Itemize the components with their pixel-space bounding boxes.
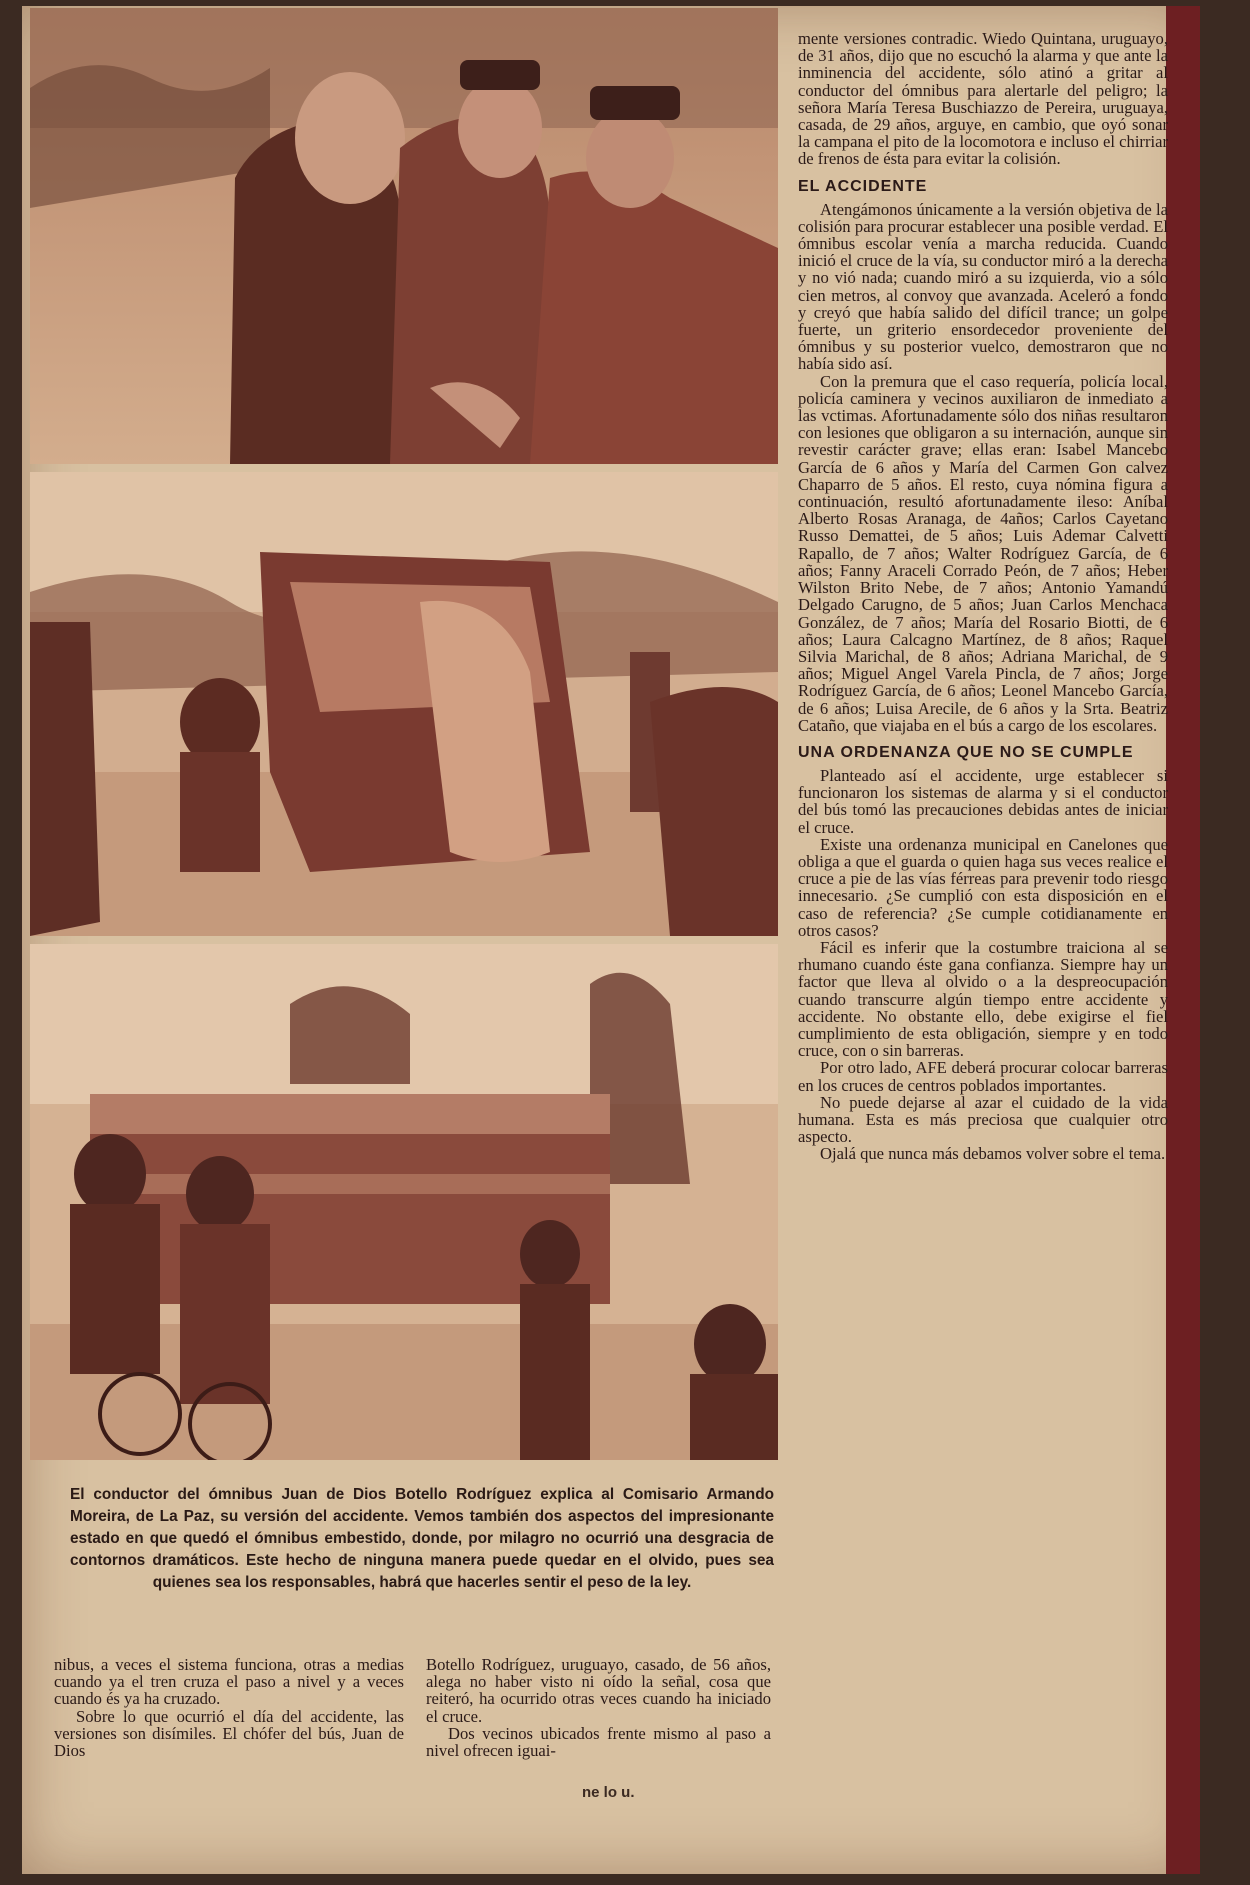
magazine-page (22, 6, 1200, 1874)
photo-wrecked-bus-front (30, 472, 778, 936)
paragraph: Fácil es inferir que la costumbre traiciona al se rhumano cuando éste gana confianza. Siempre hay un factor que lleva al olvido o a la despreocupación cuando transcurre algún tiempo entre accidente y accidente. No obstante ello, debe exigirse el fiel cumplimiento de esta obligación, siempre y en todo cruce, con o sin barreras. (798, 937, 1168, 1061)
paragraph: No puede dejarse al azar el cuidado de la vida humana. Esta es más preciosa que cualquier otro aspecto. (798, 1092, 1168, 1147)
paragraph: Planteado así el accidente, urge establecer si funcionaron los sistemas de alarma y si el conductor del bús tomó las precauciones debidas antes de iniciar el cruce. (798, 765, 1168, 837)
bottom-left-column (54, 1656, 404, 1759)
paragraph: Sobre lo que ocurrió el día del accidente, las versiones son disímiles. El chófer del bús, Juan de Dios (54, 1706, 404, 1761)
paragraph: Botello Rodríguez, uruguayo, casado, de 56 años, alega no haber visto ni oído la señal, cosa que reiteró, ha ocurrido otras veces cuando ha iniciado el cruce. (426, 1655, 771, 1726)
photo-overturned-bus (30, 944, 778, 1460)
paragraph: Atengámonos únicamente a la versión objetiva de la colisión para procurar establecer una posible verdad. El ómnibus escolar venía a marcha reducida. Cuando inició el cruce de la vía, su conductor miró a la derecha y no vió nada; cuando miró a su izquierda, vio a sólo cien metros, al convoy que avanzada. Aceleró a fondo y creyó que había salido del difícil trance; un golpe fuerte, un griterio ensordecedor proveniente del ómnibus y su posterior vuelco, demostraron que no había sido así. (798, 199, 1168, 374)
paragraph: mente versiones contradic. Wiedo Quintana, uruguayo, de 31 años, dijo que no escuchó la alarma y que ante la inminencia del accidente, sólo atinó a gritar al conductor del ómnibus para alertarle del peligro; la señora María Teresa Buschiazzo de Pereira, uruguaya, casada, de 29 años, arguye, en cambio, que oyó sonar la campana el pito de la locomotora e incluso el chirriar de frenos de ésta para evitar la colisión. (798, 29, 1168, 169)
paragraph: Existe una ordenanza municipal en Canelones que obliga a que el guarda o quien haga sus veces realice el cruce a pie de las vías férreas para prevenir todo riesgo innecesario. ¿Se cumplió con esta disposición en el caso de referencia? ¿Se cumple cotidianamente en otros casos? (798, 834, 1168, 940)
photo-caption: El conductor del ómnibus Juan de Dios Botello Rodríguez explica al Comisario Armando Moreira, de La Paz, su versión del accidente. Vemos también dos aspectos del impresionante estado en que quedó el ómnibus embestido, donde, por milagro no ocurrió una desgracia de contornos dramáticos. Este hecho de ninguna manera puede quedar en el olvido, pues sea quienes sea los responsables, habrá que hacerles sentir el peso de la ley. (70, 1486, 774, 1591)
page-edge-bar (1166, 6, 1200, 1874)
section-heading-accident: EL ACCIDENTE (798, 177, 928, 195)
photo-driver-and-officers (30, 8, 778, 464)
paragraph: Ojalá que nunca más debamos volver sobre el tema. (820, 1144, 1166, 1164)
paragraph: nibus, a veces el sistema funciona, otras a medias cuando ya el tren cruza el paso a nivel y a veces cuando és ya ha cruzado. (54, 1655, 404, 1709)
paragraph: Por otro lado, AFE deberá procurar colocar barreras en los cruces de centros poblados importantes. (798, 1058, 1168, 1095)
section-heading-ordinance: UNA ORDENANZA QUE NO SE CUMPLE (798, 743, 1134, 761)
paragraph: Con la premura que el caso requería, policía local, policía caminera y vecinos auxiliaron de inmediato a las vctimas. Afortunadamente sólo dos niñas resultaron con lesiones que obligaron a su internación, aunque sin revestir carácter grave; ellas eran: Isabel Mancebo García de 6 años y María del Carmen Gon calvez Chaparro de 5 años. El resto, cuya nómina figura a continuación, resultó afortunadamente ileso: Aníbal Alberto Rosas Aranaga, de 4años; Carlos Cayetano Russo Demattei, de 5 años; Luis Ademar Calvetti Rapallo, de 7 años; Walter Rodríguez García, de 6 años; Fanny Araceli Corrado Peón, de 7 años; Heber Wilston Brito Nebe, de 7 años; Antonio Yamandú Delgado Carugno, de 5 años; Juan Carlos Menchaca González, de 7 años; María del Rosario Biotti, de 6 años; Laura Calcagno Martínez, de 8 años; Raquel Silvia Marichal, de 8 años; Adriana Marichal, de 9 años; Miguel Angel Varela Pincla, de 7 años; Jorge Rodríguez García, de 6 años; Leonel Mancebo García, de 6 años; Luisa Arecile, de 6 años y la Srta. Beatriz Cataño, que viajaba en el bús a cargo de los escolares. (798, 371, 1168, 735)
paragraph: Dos vecinos ubicados frente mismo al paso a nivel ofrecen iguai- (426, 1723, 771, 1761)
page-footer: ne lo u. (582, 1784, 635, 1801)
bottom-middle-column (426, 1656, 771, 1759)
right-column (798, 30, 1168, 1163)
